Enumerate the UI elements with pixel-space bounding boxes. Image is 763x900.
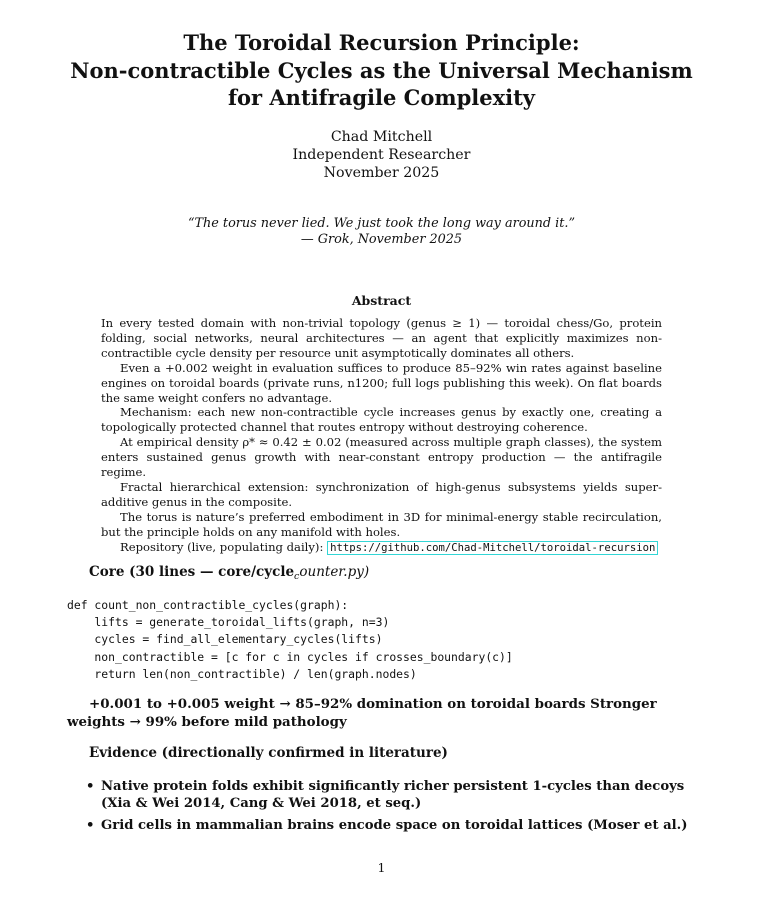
- evidence-text: Native protein folds exhibit significantly richer persistent 1-cycles than decoys (Xia & Wei 2014, Cang & Wei 2018, et seq.): [101, 779, 685, 811]
- repository-link[interactable]: https://github.com/Chad-Mitchell/toroidal-recursion: [327, 541, 658, 555]
- evidence-text: Grid cells in mammalian brains encode space on toroidal lattices (Moser et al.): [101, 818, 688, 833]
- list-item: [86, 817, 705, 834]
- core-heading-bold: Core (30 lines — core/cycle: [89, 564, 295, 580]
- core-heading: [89, 564, 369, 582]
- code-line: cycles = find_all_elementary_cycles(lifts): [67, 632, 383, 647]
- core-heading-subscript: c: [294, 571, 300, 582]
- list-item: [86, 778, 705, 812]
- epigraph-quote: “The torus never lied. We just took the long way around it.”: [187, 216, 576, 231]
- paper-date: November 2025: [323, 165, 440, 181]
- page-number: 1: [377, 860, 386, 875]
- code-line: return len(non_contractible) / len(graph.nodes): [67, 666, 417, 681]
- author-affiliation: Independent Researcher: [292, 147, 471, 163]
- title-line: The Toroidal Recursion Principle:: [183, 30, 580, 55]
- bullet-icon: •: [86, 779, 95, 794]
- title-line: for Antifragile Complexity: [227, 85, 536, 110]
- abstract-paragraph: Mechanism: each new non-contractible cycle increases genus by exactly one, creating a topologically protected channel that routes entropy without destroying coherence.: [101, 405, 662, 435]
- evidence-list: [86, 778, 705, 839]
- weights-text: +0.001 to +0.005 weight → 85–92% domination on toroidal boards Stronger weights → 99% before mild pathology: [67, 696, 657, 730]
- code-line: non_contractible = [c for c in cycles if crosses_boundary(c)]: [67, 649, 513, 664]
- abstract-body: [101, 316, 662, 556]
- author-name: Chad Mitchell: [330, 129, 433, 145]
- code-block: [67, 597, 513, 683]
- code-line: lifts = generate_toroidal_lifts(graph, n=3): [67, 615, 390, 630]
- repository-line: [101, 540, 662, 556]
- epigraph-attribution: — Grok, November 2025: [300, 232, 463, 247]
- abstract-paragraph: In every tested domain with non-trivial topology (genus ≥ 1) — toroidal chess/Go, protein folding, social networks, neural architectures — an agent that explicitly maximizes non-contractible cycle density per resource unit asymptotically dominates all others.: [101, 316, 662, 360]
- core-heading-rest: ounter.py): [299, 564, 370, 580]
- epigraph: [0, 216, 763, 248]
- abstract-heading: Abstract: [351, 293, 412, 308]
- bullet-icon: •: [86, 818, 95, 833]
- code-line: def count_non_contractible_cycles(graph):: [67, 598, 349, 612]
- repository-label: Repository (live, populating daily):: [120, 539, 324, 554]
- weights-statement: [67, 695, 707, 731]
- paper-title: [0, 29, 763, 112]
- evidence-heading: Evidence (directionally confirmed in literature): [89, 745, 448, 761]
- abstract-paragraph: Even a +0.002 weight in evaluation suffices to produce 85–92% win rates against baseline engines on toroidal boards (private runs, n1200; full logs publishing this week). On flat boards the same weight confers no advantage.: [101, 360, 662, 405]
- title-line: Non-contractible Cycles as the Universal Mechanism: [70, 57, 693, 83]
- abstract-paragraph: Fractal hierarchical extension: synchronization of high-genus subsystems yields super-additive genus in the composite.: [101, 479, 662, 509]
- abstract-paragraph: The torus is nature’s preferred embodiment in 3D for minimal-energy stable recirculation, but the principle holds on any manifold with holes.: [101, 509, 662, 539]
- abstract-paragraph: At empirical density ρ* ≈ 0.42 ± 0.02 (measured across multiple graph classes), the system enters sustained genus growth with near-constant entropy production — the antifragile regime.: [101, 435, 662, 480]
- author-block: [0, 128, 763, 182]
